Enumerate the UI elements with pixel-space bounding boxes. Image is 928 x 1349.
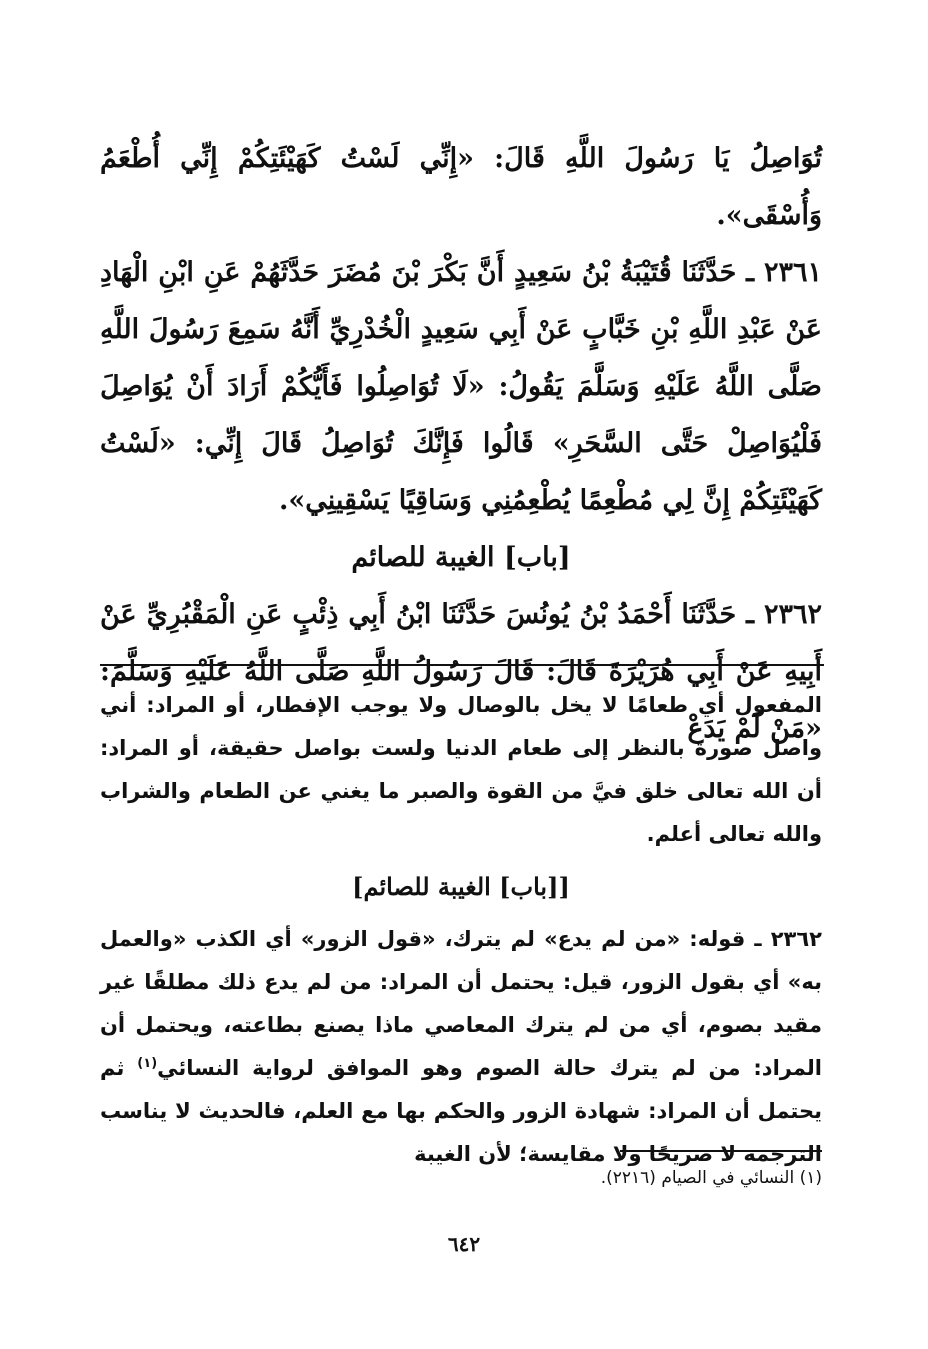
- commentary-text-continued: ثم يحتمل أن المراد: شهادة الزور والحكم بها مع العلم، فالحديث لا يناسب الترجمة لا صريحًا ولا مقايسة؛ لأن الغيبة: [100, 1056, 822, 1166]
- footnote-divider: [620, 1150, 822, 1152]
- hadith-text: [100, 130, 822, 757]
- commentary-heading: [[باب] الغيبة للصائم]: [352, 872, 570, 901]
- page-number: ٦٤٢: [447, 1232, 481, 1256]
- commentary-text: ٢٣٦٢ ـ قوله: «من لم يدع» لم يترك، «قول الزور» أي الكذب «والعمل به» أي بقول الزور، قيل: يحتمل أن المراد: من لم يدع ذلك مطلقًا غير مقيد بصوم، أي من لم يترك المعاصي ماذا يصنع بطاعته، ويحتمل أن المراد: من لم يترك حالة الصوم وهو الموافق لرواية النسائي: [100, 927, 822, 1080]
- footnote: (١) النسائي في الصيام (٢٢١٦).: [600, 1168, 822, 1188]
- main-divider: [100, 664, 824, 666]
- hadith-2362: ٢٣٦٢ ـ حَدَّثَنَا أَحْمَدُ بْنُ يُونُسَ حَدَّثَنَا ابْنُ أَبِي ذِئْبٍ عَنِ الْمَقْبُرِيِّ عَنْ أَبِيهِ عَنْ أَبِي هُرَيْرَةَ قَالَ: قَالَ رَسُولُ اللَّهِ صَلَّى اللَّهُ عَلَيْهِ وَسَلَّمَ: «مَنْ لَمْ يَدَعْ: [100, 599, 822, 744]
- hadith-2361: ٢٣٦١ ـ حَدَّثَنَا قُتَيْبَةُ بْنُ سَعِيدٍ أَنَّ بَكْرَ بْنَ مُضَرَ حَدَّثَهُمْ عَنِ ابْنِ الْهَادِ عَنْ عَبْدِ اللَّهِ بْنِ خَبَّابٍ عَنْ أَبِي سَعِيدٍ الْخُدْرِيِّ أَنَّهُ سَمِعَ رَسُولَ اللَّهِ صَلَّى اللَّهُ عَلَيْهِ وَسَلَّمَ يَقُولُ: «لَا تُوَاصِلُوا فَأَيُّكُمْ أَرَادَ أَنْ يُوَاصِلَ فَلْيُوَاصِلْ حَتَّى السَّحَرِ» قَالُوا فَإِنَّكَ تُوَاصِلُ قَالَ إِنِّي: «لَسْتُ كَهَيْئَتِكُمْ إِنَّ لِي مُطْعِمًا يُطْعِمُنِي وَسَاقِيًا يَسْقِينِي».: [100, 257, 822, 516]
- hadith-continuation: تُوَاصِلُ يَا رَسُولَ اللَّهِ قَالَ: «إِنِّي لَسْتُ كَهَيْئَتِكُمْ إِنِّي أُطْعَمُ وَأُسْقَى».: [100, 143, 822, 231]
- footnote-marker[interactable]: (١): [137, 1056, 158, 1071]
- commentary-paragraph-2362: [100, 918, 822, 1176]
- chapter-heading: [باب] الغيبة للصائم: [351, 542, 571, 573]
- commentary-paragraph: المفعول أي طعامًا لا يخل بالوصال ولا يوجب الإفطار، أو المراد: أني واصل صورة بالنظر إلى طعام الدنيا ولست بواصل حقيقة، أو المراد: أن الله تعالى خلق فيَّ من القوة والصبر ما يغني عن الطعام والشراب والله تعالى أعلم.: [100, 693, 822, 846]
- commentary-section: [100, 684, 822, 1176]
